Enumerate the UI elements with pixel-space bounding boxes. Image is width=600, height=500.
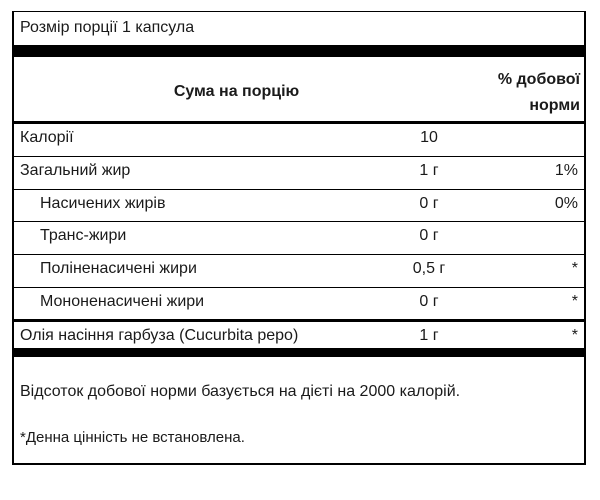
- nutrient-amount: 1 г: [419, 327, 439, 344]
- nutrient-row-trans-fat: [14, 222, 584, 254]
- nutrient-label: Калорії: [20, 129, 74, 146]
- not-established-footnote: *Денна цінність не встановлена.: [20, 429, 245, 446]
- nutrient-label: Насичених жирів: [40, 195, 166, 212]
- nutrient-row-calories: [14, 124, 584, 156]
- nutrient-daily-value: 0%: [554, 195, 578, 212]
- nutrient-amount: 0 г: [419, 195, 439, 212]
- thick-divider-bottom: [14, 348, 584, 357]
- nutrient-row-total-fat: [14, 157, 584, 189]
- thick-divider: [14, 45, 584, 57]
- nutrient-daily-value: 1%: [554, 162, 578, 179]
- nutrient-label: Транс-жири: [40, 227, 127, 244]
- nutrient-daily-value: *: [571, 260, 578, 277]
- nutrient-row-saturated-fat: [14, 190, 584, 222]
- daily-value-header: [498, 67, 580, 119]
- nutrient-label: Загальний жир: [20, 162, 131, 179]
- nutrient-amount: 0,5 г: [412, 260, 446, 277]
- amount-per-serving-header: Сума на порцію: [173, 83, 300, 100]
- nutrient-amount: 0 г: [419, 293, 439, 310]
- serving-size: Розмір порції 1 капсула: [20, 19, 195, 36]
- daily-value-header-line1: % добової: [497, 71, 580, 88]
- daily-value-footnote: Відсоток добової норми базується на дієті на 2000 калорій.: [20, 383, 461, 400]
- nutrient-amount: 1 г: [419, 162, 439, 179]
- nutrient-label: Мононенасичені жири: [40, 293, 205, 310]
- nutrient-amount: 0 г: [419, 227, 439, 244]
- nutrient-row-monounsaturated-fat: [14, 288, 584, 320]
- nutrient-label: Поліненасичені жири: [40, 260, 197, 277]
- nutrient-amount: 10: [420, 129, 438, 146]
- daily-value-header-line2: норми: [529, 97, 580, 114]
- nutrient-row-polyunsaturated-fat: [14, 255, 584, 287]
- nutrient-label: Олія насіння гарбуза (Cucurbita pepo): [20, 327, 299, 344]
- nutrient-daily-value: *: [571, 293, 578, 310]
- nutrient-daily-value: *: [571, 327, 578, 344]
- supplement-facts-panel: [12, 11, 586, 465]
